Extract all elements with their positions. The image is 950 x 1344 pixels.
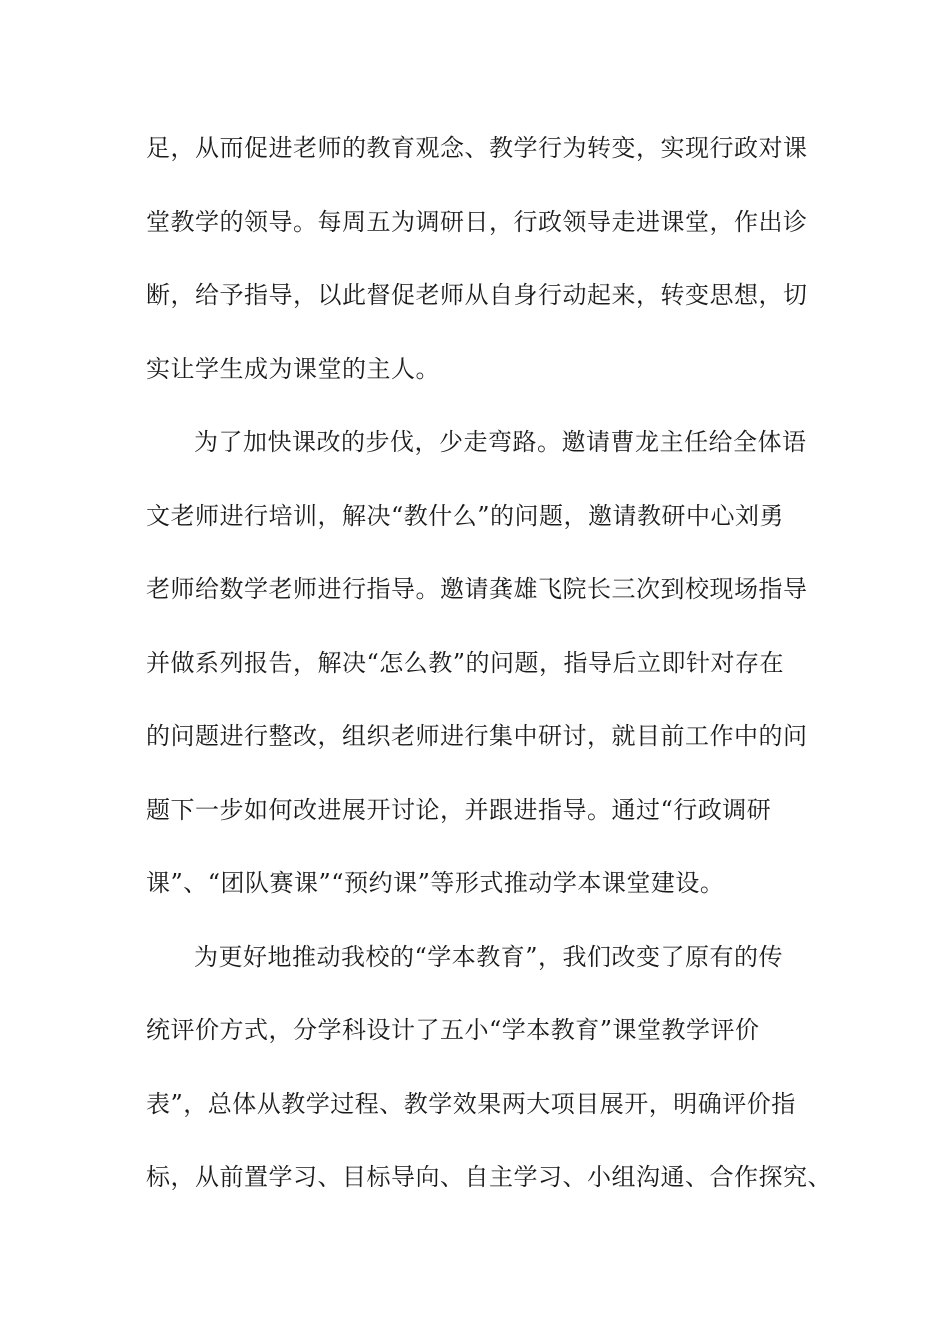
paragraph-first-line: 为更好地推动我校的“学本教育”，我们改变了原有的传: [194, 942, 784, 971]
text-line: 的问题进行整改，组织老师进行集中研讨，就目前工作中的问: [146, 722, 808, 750]
text-line: 文老师进行培训，解决“教什么”的问题，邀请教研中心刘勇: [146, 501, 785, 530]
text-line: 实让学生成为课堂的主人。: [146, 354, 440, 383]
text-line: 表”，总体从教学过程、教学效果两大项目展开，明确评价指: [146, 1089, 796, 1118]
text-line: 统评价方式，分学科设计了五小“学本教育”课堂教学评价: [146, 1016, 760, 1044]
text-line: 足，从而促进老师的教育观念、教学行为转变，实现行政对课: [146, 134, 808, 162]
document-body: [146, 128, 832, 1231]
text-line: 标，从前置学习、目标导向、自主学习、小组沟通、合作探究、: [146, 1163, 832, 1191]
text-line: 堂教学的领导。每周五为调研日，行政领导走进课堂，作出诊: [146, 207, 808, 236]
paragraph-first-line: 为了加快课改的步伐，少走弯路。邀请曹龙主任给全体语: [194, 428, 807, 456]
text-line: 并做系列报告，解决“怎么教”的问题，指导后立即针对存在: [146, 648, 785, 677]
text-line: 题下一步如何改进展开讨论，并跟进指导。通过“行政调研: [146, 795, 772, 824]
text-line: 课”、“团队赛课”“预约课”等形式推动学本课堂建设。: [146, 869, 725, 897]
text-line: 老师给数学老师进行指导。邀请龚雄飞院长三次到校现场指导: [146, 575, 808, 603]
text-line: 断，给予指导，以此督促老师从自身行动起来，转变思想，切: [146, 281, 808, 309]
